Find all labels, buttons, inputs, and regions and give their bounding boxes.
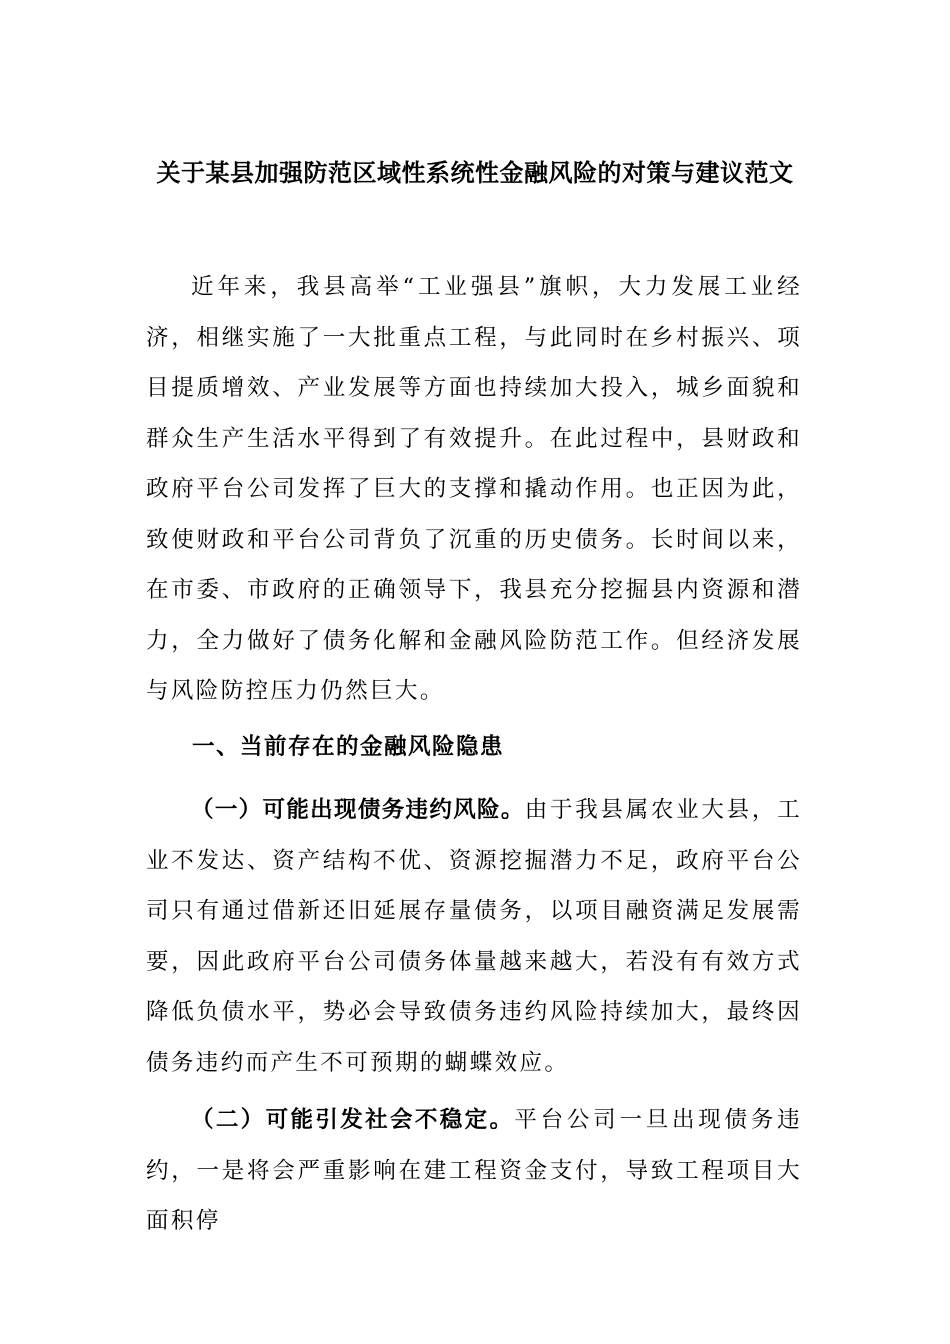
document-title: 关于某县加强防范区域性系统性金融风险的对策与建议范文 bbox=[156, 159, 794, 187]
risk-item-text: 由于我县属农业大县，工业不发达、资产结构不优、资源挖掘潜力不足，政府平台公司只有通过借新还旧延展存量债务，以项目融资满足发展需要，因此政府平台公司债务体量越来越大，若没有有效方式降低负债水平，势必会导致债务违约风险持续加大，最终因债务违约而产生不可预期的蝴蝶效应。 bbox=[146, 797, 802, 1076]
section-heading: 一、当前存在的金融风险隐患 bbox=[192, 734, 505, 760]
intro-paragraph: 近年来，我县高举“工业强县”旗帜，大力发展工业经济，相继实施了一大批重点工程，与此同时在乡村振兴、项目提质增效、产业发展等方面也持续加大投入，城乡面貌和群众生产生活水平得到了有效提升。在此过程中，县财政和政府平台公司发挥了巨大的支撑和撬动作用。也正因为此，致使财政和平台公司背负了沉重的历史债务。长时间以来，在市委、市政府的正确领导下，我县充分挖掘县内资源和潜力，全力做好了债务化解和金融风险防范工作。但经济发展与风险防控压力仍然巨大。 bbox=[146, 274, 802, 704]
risk-item-debt-default bbox=[146, 785, 802, 1088]
risk-item-text: 平台公司一旦出现债务违约，一是将会严重影响在建工程资金支付，导致工程项目大面积停 bbox=[146, 1107, 802, 1234]
risk-item-lead: （一）可能出现债务违约风险。 bbox=[191, 797, 525, 823]
risk-item-social-instability bbox=[146, 1095, 802, 1247]
risk-item-lead: （二）可能引发社会不稳定。 bbox=[191, 1107, 515, 1133]
